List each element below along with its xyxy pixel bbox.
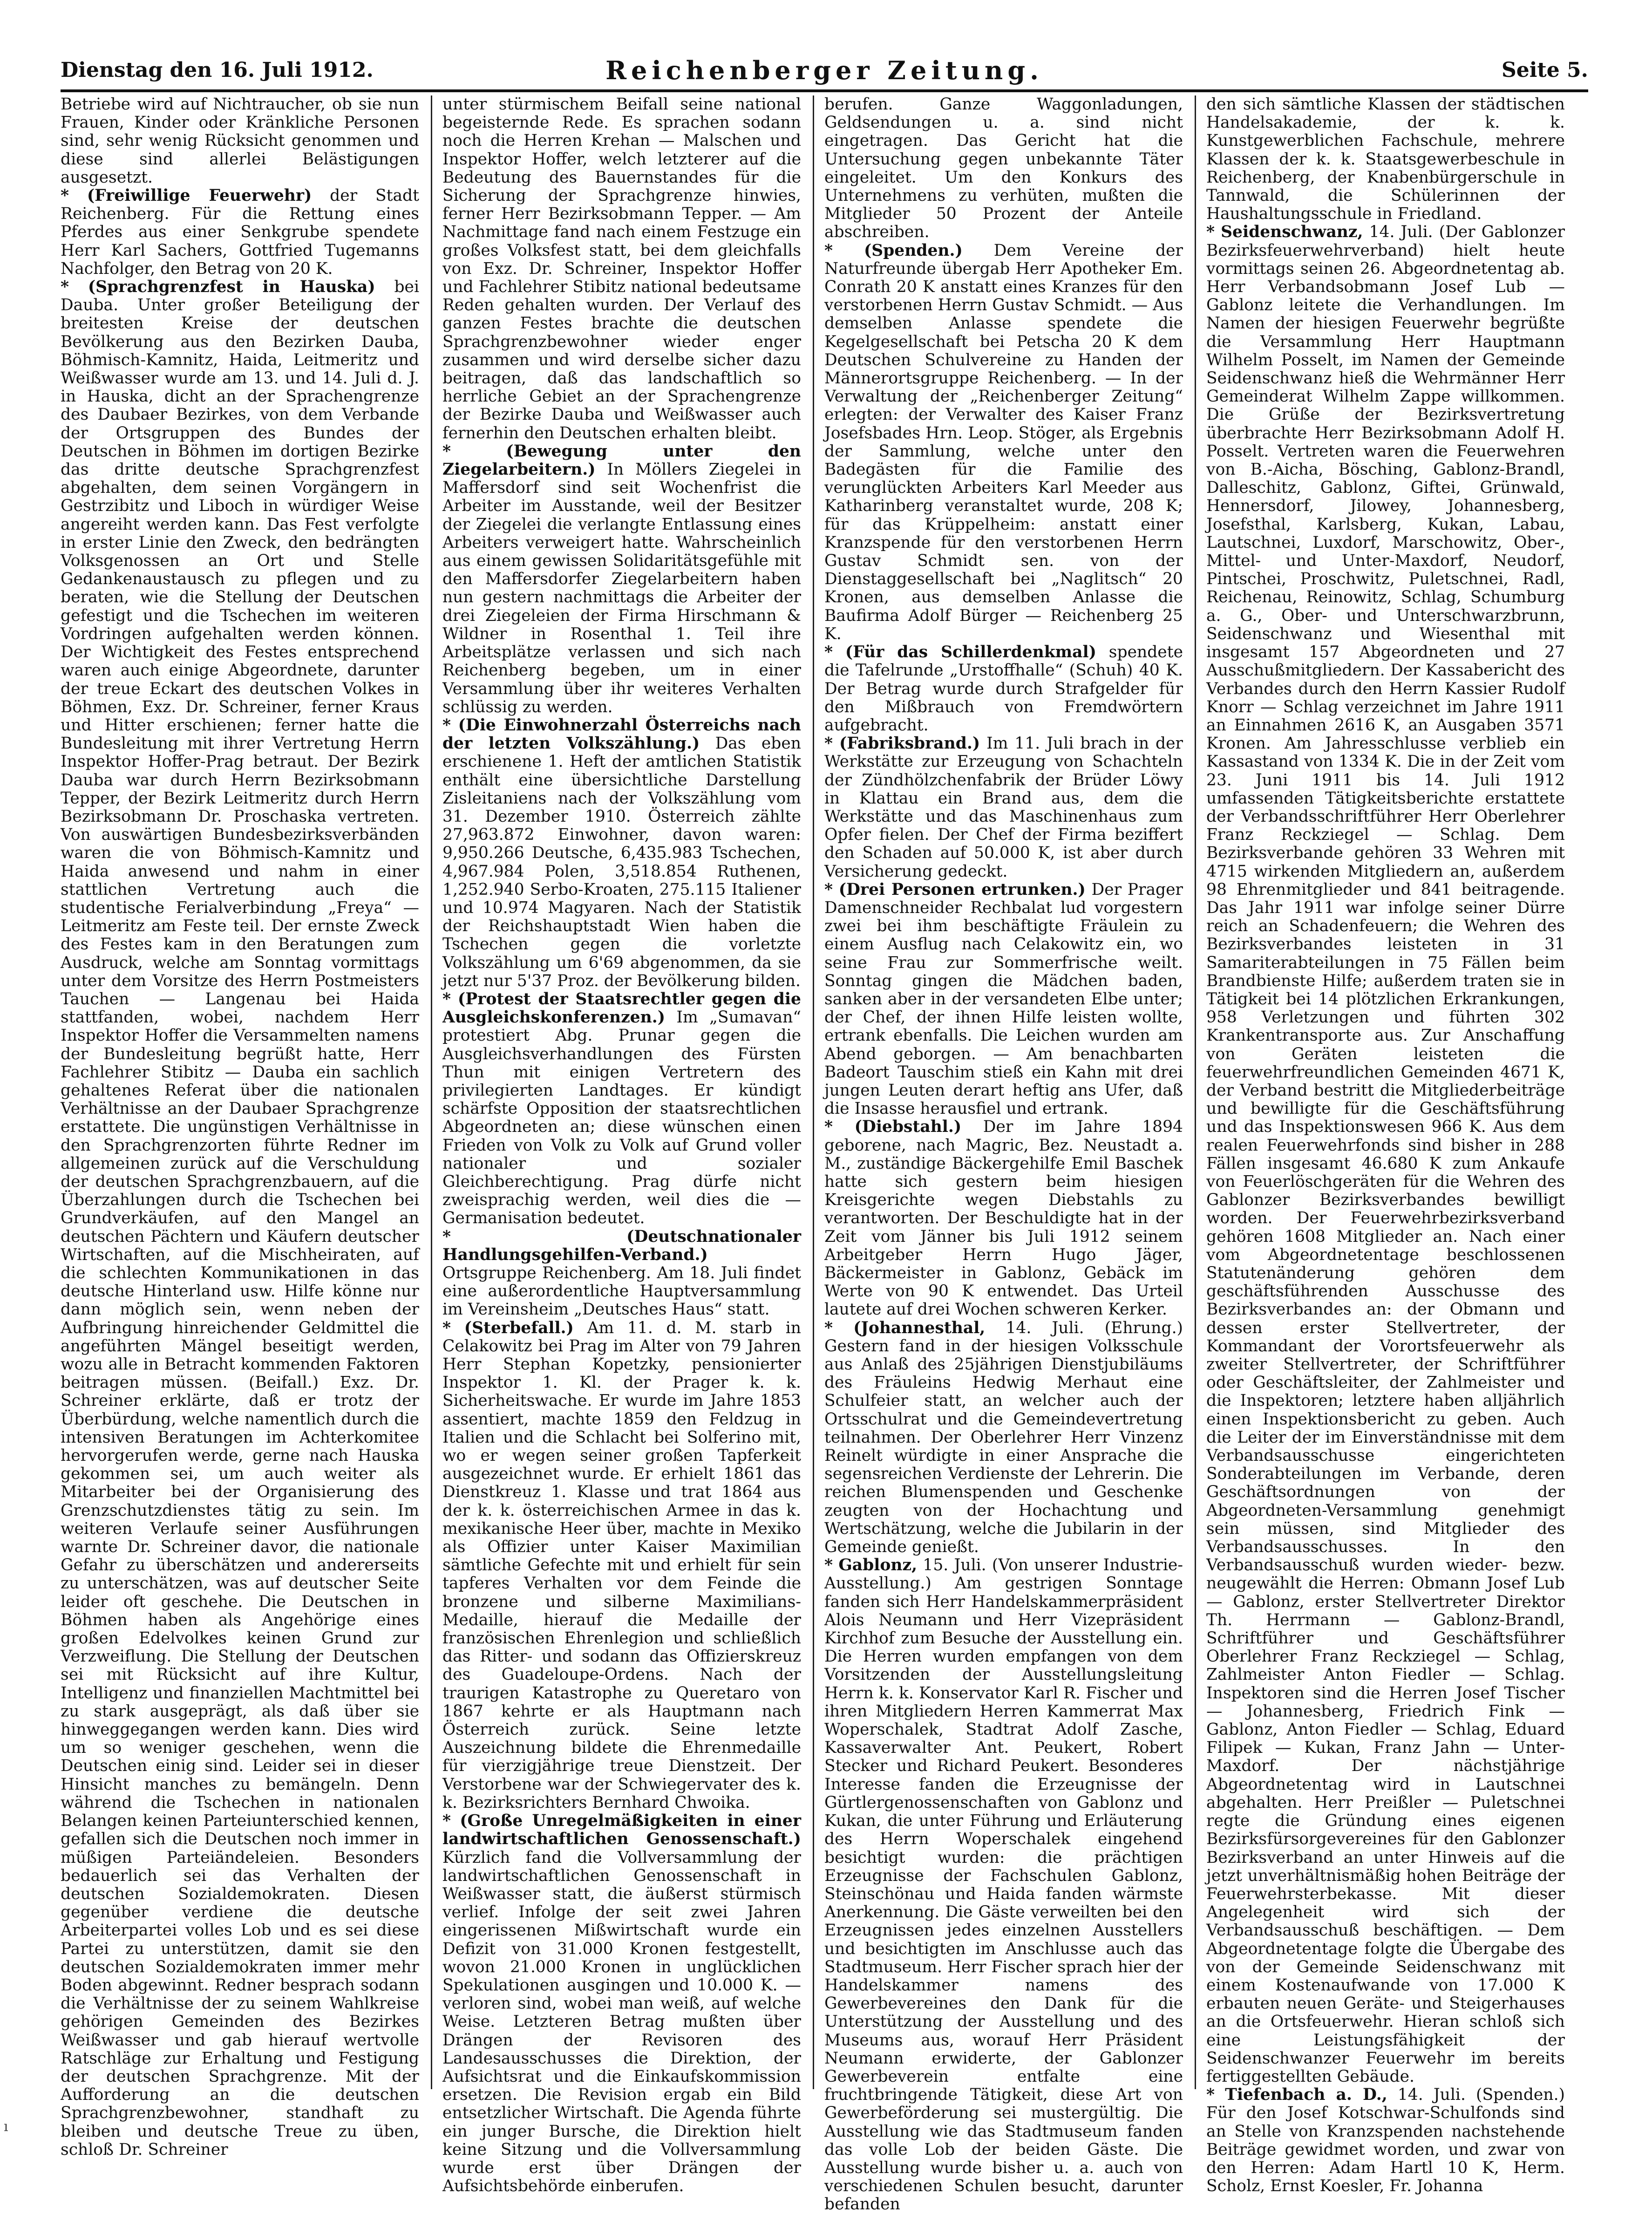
column-4 — [1206, 95, 1565, 2196]
article-body: Im „Sumavan“ protestiert Abg. Prunar gegen die Ausgleichsverhandlungen des Fürsten Thun mit einigen Vertretern des privilegierten Landtages. Er kündigt schärfste Opposition der staatsrechtlichen Abgeordneten an; diese wünschen einen Frieden von Volk zu Volk auf Grund voller nationaler und sozialer Gleichberechtigung. Prag dürfe nicht zweisprachig werden, weil dies die — Germanisation bedeutet. — [442, 1008, 801, 1228]
article-body: 14. Juli. (Ehrung.) Gestern fand in der hiesigen Volksschule aus Anlaß des 25jährigen Dienstjubiläums des Fräuleins Hedwig Merhaut eine Schulfeier statt, an welcher auch der Ortsschulrat und die Gemeindevertretung teilnahmen. Der Oberlehrer Herr Vinzenz Reinelt würdigte in einer Ansprache die segensreichen Verdienste der Lehrerin. Die reichen Blumenspenden und Geschenke zeugten von der Hochachtung und Wertschätzung, welche die Jubilarin in der Gemeinde genießt. — [824, 1318, 1183, 1557]
article-body: Dem Vereine der Naturfreunde übergab Herr Apotheker Em. Conrath 20 K anstatt eines Kranzes für den verstorbenen Herrn Gustav Schmidt. — Aus demselben Anlasse spendete die Kegelgesellschaft bei Petscha 20 K dem Deutschen Schulvereine zu Handen der Männerortsgruppe Reichenberg. — In der Verwaltung der „Reichenberger Zeitung“ erlegten: der Verwalter des Kaiser Franz Josefsbades Hrn. Leop. Stöger, als Ergebnis der Sammlung, welche unter den Badegästen für die Familie des verunglückten Arbeiters Karl Meeder aus Katharinberg veranstaltet wurde, 208 K; für das Krüppelheim: anstatt einer Kranzspende für den verstorbenen Herrn Gustav Schmidt sen. von der Dienstaggesellschaft bei „Naglitsch“ 20 Kronen, aus demselben Anlasse die Baufirma Adolf Bürger — Reichenberg 25 K. — [824, 241, 1183, 643]
article: unter stürmischem Beifall seine national begeisternde Rede. Es sprachen sodann noch die Herren Krehan — Malschen und Inspektor Hoffer, welch letzterer auf die Bedeutung des Bauernstandes für die Sicherung der Sprachgrenze hinwies, ferner Herr Bezirksobmann Tepper. — Am Nachmittage fand nach einem Festzuge ein großes Volksfest statt, bei dem gleichfalls von Exz. Dr. Schreiner, Inspektor Hoffer und Fachlehrer Stibitz national bedeutsame Reden gehalten wurden. Der Verlauf des ganzen Festes brachte die deutschen Sprachgrenzbewohner wieder enger zusammen und wird derselbe sicher dazu beitragen, daß das landschaftlich so herrliche Gebiet an der Sprachengrenze der Bezirke Dauba und Weißwasser auch fernerhin den Deutschen erhalten bleibt. — [442, 95, 801, 443]
article-star: * — [1206, 223, 1215, 242]
header-rule — [61, 89, 1588, 92]
article-body: Ortsgruppe Reichenberg. Am 18. Juli findet eine außerordentliche Hauptversammlung im Vereinsheim „Deutsches Haus“ statt. — [442, 1264, 801, 1319]
article — [824, 643, 1183, 735]
article-star: * — [824, 241, 833, 260]
article — [824, 242, 1183, 643]
column-1 — [61, 95, 420, 2159]
column-divider — [1195, 95, 1196, 2089]
column-3 — [824, 95, 1183, 2214]
article — [442, 990, 801, 1228]
article-body: 14. Juli. (Spenden.) Für den Josef Kotschwar-Schulfonds sind an Stelle von Kranzspenden nachstehende Beiträge gewidmet worden, und zwar von den Herren: Adam Hartl 10 K, Herm. Scholz, Ernst Koesler, Fr. Johanna — [1206, 2085, 1565, 2196]
article-rubric: (Fabriksbrand.) — [839, 734, 980, 753]
article: Betriebe wird auf Nichtraucher, ob sie nun Frauen, Kinder oder Kränkliche Personen sind, sehr wenig Rücksicht genommen und diese sind allerlei Belästigungen ausgesetzt. — [61, 95, 419, 187]
article-star: * — [61, 186, 69, 205]
page-number: Seite 5. — [1501, 58, 1588, 82]
column-divider — [431, 95, 432, 2089]
article-body: bei Dauba. Unter großer Beteiligung der breitesten Kreise der deutschen Bevölkerung aus den Bezirken Dauba, Böhmisch-Kamnitz, Haida, Leitmeritz und Weißwasser wurde am 13. und 14. Juli d. J. in Hauska, dicht an der Sprachengrenze des Daubaer Bezirkes, von dem Verbande der Ortsgruppen des Bundes der Deutschen in Böhmen im dortigen Bezirke das dritte deutsche Sprachgrenzfest abgehalten, dem seinen Vorgängern in Gestrzibitz und Liboch in würdiger Weise angereiht werden kann. Das Fest verfolgte in erster Linie den Zweck, den bedrängten Volksgenossen an Ort und Stelle Gedankenaustausch zu pflegen und zu beraten, wie die Stellung der Deutschen gefestigt und die Tschechen im weiteren Vordringen aufgehalten werden können. Der Wichtigkeit des Festes entsprechend waren auch einige Abgeordnete, darunter der treue Eckart des deutschen Volkes in Böhmen, Exz. Dr. Schreiner, ferner Kraus und Hitter erschienen; ferner hatte die Bundesleitung mit ihrer Vertretung Herrn Inspektor Hoffer-Prag betraut. Der Bezirk Dauba war durch Herrn Bezirksobmann Tepper, der Bezirk Leitmeritz durch Herrn Bezirksobmann Dr. Proschaska vertreten. Von auswärtigen Bundesbezirksverbänden waren die von Böhmisch-Kamnitz und Haida anwesend und nahm in einer stattlichen Vertretung auch die studentische Ferialverbindung „Freya“ — Leitmeritz am Feste teil. Der ernste Zweck des Festes kam in den Beratungen zum Ausdruck, welche am Sonntag vormittags unter dem Vorsitze des Herrn Postmeisters Tauchen — Langenau bei Haida stattfanden, wobei, nachdem Herr Inspektor Hoffer die Versammelten namens der Bundesleitung begrüßt hatte, Herr Fachlehrer Stibitz — Dauba ein sachlich gehaltenes Referat über die nationalen Verhältnisse an der Daubaer Sprachgrenze erstattete. Die ungünstigen Verhältnisse in den Sprachgrenzorten führte Redner im allgemeinen zurück auf die Verschuldung der deutschen Sprachgrenzbauern, auf die Überzahlungen durch die Tschechen bei Grundverkäufen, auf den Mangel an deutschen Pächtern und Käufern deutscher Wirtschaften, auf die Mischheiraten, auf die schlechten Kommunikationen in das deutsche Hinterland usw. Hilfe könne nur dann möglich sein, wenn neben der Aufbringung hinreichender Geldmittel die angeführten Mängel beseitigt werden, wozu alle in Betracht kommenden Faktoren beitragen müssen. (Beifall.) Exz. Dr. Schreiner erklärte, daß er trotz der Überbürdung, welche namentlich durch die intensiven Beratungen im Achterkomitee hervorgerufen werde, gerne nach Hauska gekommen sei, um auch weiter als Mitarbeiter bei der Organisierung des Grenzschutzdienstes tätig zu sein. Im weiteren Verlaufe seiner Ausführungen warnte Dr. Schreiner davor, die nationale Gefahr zu überschätzen und andererseits zu unterschätzen, was auf deutscher Seite leider oft geschehe. Die Deutschen in Böhmen haben als Angehörige eines großen Edelvolkes keinen Grund zur Verzweiflung. Die Stellung der Deutschen sei mit Rücksicht auf ihre Kultur, Intelligenz und finanziellen Machtmittel bei zu stark ausgeprägt, als daß über sie hinweggegangen werden kann. Dies wird um so weniger geschehen, wenn die Deutschen einig sind. Leider sei in dieser Hinsicht manches zu bemängeln. Denn während die Tschechen in nationalen Belangen keinen Parteiunterschied kennen, gefallen sich die Deutschen noch immer in müßigen Parteiändeleien. Besonders bedauerlich sei das Verhalten der deutschen Sozialdemokraten. Diesen gegenüber verdiene die deutsche Arbeiterpartei volles Lob und es sei diese Partei zu unterstützen, damit sie den deutschen Sozialdemokraten immer mehr Boden abgewinnt. Redner besprach sodann die Verhältnisse der zu seinem Wahlkreise gehörigen Gemeinden des Bezirkes Weißwasser und gab hierauf wertvolle Ratschläge zur Erhaltung und Festigung der deutschen Sprachgrenze. Mit der Aufforderung an die deutschen Sprachgrenzbewohner, standhaft zu bleiben und deutsche Treue zu üben, schloß Dr. Schreiner — [61, 278, 420, 2159]
article-body: spendete die Tafelrunde „Urstoffhalle“ (Schuh) 40 K. Der Betrag wurde durch Strafgelder für den Mißbrauch von Fremdwörtern aufgebracht. — [824, 643, 1183, 735]
article-rubric: (Bewegung unter den Ziegelarbeitern.) — [442, 442, 801, 479]
columns — [61, 95, 1588, 2214]
article-rubric: Seidenschwanz, — [1221, 223, 1363, 242]
article-rubric: Gablonz, — [838, 1556, 918, 1575]
article — [824, 1118, 1183, 1319]
article-star: * — [824, 734, 833, 753]
article — [824, 881, 1183, 1118]
article-star: * — [442, 1812, 451, 1831]
article — [442, 1812, 801, 2195]
article-body: In Möllers Ziegelei in Maffersdorf sind seit Wochenfrist die Arbeiter im Ausstande, weil der Besitzer der Ziegelei die verlangte Entlassung eines Arbeiters verweigert hatte. Wahrscheinlich aus einem gewissen Solidaritätsgefühle mit den Maffersdorfer Ziegelarbeitern haben nun gestern nachmittags die Arbeiter der drei Ziegeleien der Firma Hirschmann & Wildner in Rosenthal 1. Teil ihre Arbeitsplätze verlassen und sich nach Reichenberg begeben, um in einer Versammlung über ihr weiteres Verhalten schlüssig zu werden. — [442, 460, 802, 716]
article-rubric: (Drei Personen ertrunken.) — [838, 880, 1086, 899]
article-body: der Stadt Reichenberg. Für die Rettung eines Pferdes aus einer Senkgrube spendete Herr Karl Sachers, Gottfried Tugemanns Nachfolger, den Betrag von 20 K. — [61, 186, 419, 278]
article-star: * — [442, 715, 451, 735]
article-star: * — [824, 643, 833, 662]
article-rubric: (Sterbefall.) — [464, 1318, 574, 1337]
article-body: Am 11. d. M. starb in Celakowitz bei Prag im Alter von 79 Jahren Herr Stephan Kopetzky, pensionierter Inspektor 1. Kl. der Prager k. k. Sicherheitswache. Er wurde im Jahre 1853 assentiert, machte 1859 den Feldzug in Italien und die Schlacht bei Solferino mit, wo er wegen seiner großen Tapferkeit ausgezeichnet wurde. Er erhielt 1861 das Dienstkreuz 1. Klasse und trat 1864 aus der k. k. österreichischen Armee in das k. mexikanische Heer über, machte in Mexiko als Offizier unter Kaiser Maximilian sämtliche Gefechte mit und erhielt für sein tapferes Verhalten vor dem Feinde die bronzene und silberne Maximilians-Medaille, hierauf die Medaille der französischen Ehrenlegion und schließlich das Ritter- und sodann das Offizierskreuz des Guadeloupe-Ordens. Nach der traurigen Katastrophe zu Queretaro von 1867 kehrte er als Hauptmann nach Österreich zurück. Seine letzte Auszeichnung bildete die Ehrenmedaille für vierzigjährige treue Dienstzeit. Der Verstorbene war der Schwiegervater des k. k. Bezirksrichters Bernhard Chwoika. — [442, 1318, 801, 1812]
article — [824, 735, 1183, 881]
article-body: Der im Jahre 1894 geborene, nach Magric, Bez. Neustadt a. M., zuständige Bäckergehilfe Emil Baschek hatte sich gestern beim hiesigen Kreisgerichte wegen Diebstahls zu verantworten. Der Beschuldigte hat in der Zeit vom Jänner bis Juli 1912 seinem Arbeitgeber Herrn Hugo Jäger, Bäckermeister in Gablonz, Gebäck im Werte von 90 K entwendet. Das Urteil lautete auf drei Wochen schweren Kerker. — [824, 1117, 1183, 1319]
article-rubric: (Große Unregelmäßigkeiten in einer landwirtschaftlichen Genossenschaft.) — [442, 1812, 802, 1849]
article: den sich sämtliche Klassen der städtischen Handelsakademie, der k. k. Kunstgewerblichen Fachschule, mehrere Klassen der k. k. Staatsgewerbeschule in Reichenberg, der Knabenbürgerschule in Tannwald, die Schülerinnen der Haushaltungsschule in Friedland. — [1206, 95, 1565, 224]
article-star: * — [61, 278, 69, 297]
article-star: * — [442, 1227, 451, 1246]
margin-mark: ı — [4, 2119, 8, 2135]
article — [824, 1319, 1183, 1557]
article-body: Im 11. Juli brach in der Werkstätte zur Erzeugung von Schachteln der Zündhölzchenfabrik der Brüder Löwy in Klattau ein Brand aus, dem die Werkstätte und das Maschinenhaus zum Opfer fielen. Der Chef der Firma beziffert den Schaden auf 50.000 K, ist aber durch Versicherung gedeckt. — [824, 734, 1183, 881]
article — [442, 1319, 801, 1812]
article — [442, 1228, 801, 1319]
article-star: * — [824, 880, 833, 899]
article-star: * — [824, 1556, 833, 1575]
article-rubric: (Freiwillige Feuerwehr) — [87, 186, 312, 205]
article — [442, 716, 801, 990]
article-star: * — [824, 1117, 833, 1137]
article — [61, 278, 419, 2159]
article-body: Kürzlich fand die Vollversammlung der landwirtschaftlichen Genossenschaft in Weißwasser statt, die äußerst stürmisch verlief. Infolge der seit zwei Jahren eingerissenen Mißwirtschaft wurde ein Defizit von 31.000 Kronen festgestellt, wovon 21.000 Kronen in unglücklichen Spekulationen ausgingen und 10.000 K. — verloren sind, wobei man weiß, auf welche Weise. Letzteren Betrag mußten über Drängen der Revisoren des Landesausschusses die Direktion, der Aufsichtsrat und die Einkaufskommission ersetzen. Die Revision ergab ein Bild entsetzlicher Wirtschaft. Die Agenda führte ein junger Bursche, die Direktion hielt keine Sitzung und die Vollversammlung wurde erst über Drängen der Aufsichtsbehörde einberufen. — [442, 1848, 801, 2196]
column-divider — [813, 95, 814, 2089]
header-date: Dienstag den 16. Juli 1912. — [61, 58, 374, 82]
article-rubric: Tiefenbach a. D., — [1225, 2085, 1387, 2105]
article-rubric: (Deutschnationaler Handlungsgehilfen-Verband.) — [442, 1227, 801, 1264]
article — [61, 187, 419, 278]
article-star: * — [442, 1318, 451, 1337]
article-star: * — [442, 442, 451, 461]
article-rubric: (Protest der Staatsrechtler gegen die Ausgleichskonferenzen.) — [442, 989, 801, 1027]
newspaper-title: Reichenberger Zeitung. — [605, 55, 1043, 85]
article-star: * — [824, 1318, 833, 1337]
article-star: * — [1206, 2085, 1215, 2105]
article-rubric: (Diebstahl.) — [854, 1117, 962, 1137]
column-2 — [442, 95, 802, 2196]
article-star: * — [442, 989, 451, 1008]
article-rubric: (Die Einwohnerzahl Österreichs nach der letzten Volkszählung.) — [442, 715, 802, 753]
article — [1206, 2086, 1565, 2195]
article-body: Der Prager Damenschneider Rechbalat lud vorgestern zwei bei ihm beschäftigte Fräulein zu einem Ausflug nach Celakowitz ein, wo seine Frau zur Sommerfrische weilt. Sonntag gingen die Mädchen baden, sanken aber in der versandeten Elbe unter; der Chef, der ihnen Hilfe leisten wollte, ertrank ebenfalls. Die Leichen wurden am Abend geborgen. — Am benachbarten Badeort Tauschim stieß ein Kahn mit drei jungen Leuten derart heftig ans Ufer, daß die Insasse herausfiel und ertrank. — [824, 880, 1183, 1118]
article — [824, 1556, 1183, 2214]
article-rubric: (Sprachgrenzfest in Hauska) — [88, 278, 375, 297]
article — [1206, 223, 1565, 2086]
newspaper-page — [9, 9, 1643, 2214]
article-rubric: (Johannesthal, — [853, 1318, 986, 1337]
article-body: Das eben erschienene 1. Heft der amtlichen Statistik enthält eine übersichtliche Darstellung Zisleitaniens nach der Volkszählung vom 31. Dezember 1910. Österreich zählte 27,963.872 Einwohner, davon waren: 9,950.266 Deutsche, 6,435.983 Tschechen, 4,967.984 Polen, 3,518.854 Ruthenen, 1,252.940 Serbo-Kroaten, 275.115 Italiener und 10.974 Magyaren. Nach der Statistik der Reichshauptstadt Wien haben die Tschechen gegen die vorletzte Volkszählung um 6'69 abgenommen, da sie jetzt nur 5'37 Proz. der Bevölkerung bilden. — [442, 734, 801, 990]
article-body: 15. Juli. (Von unserer Industrie-Ausstellung.) Am gestrigen Sonntage fanden sich Herr Handelskammerpräsident Alois Neumann und Herr Vizepräsident Kirchhof zum Besuche der Ausstellung ein. Die Herren wurden empfangen von dem Vorsitzenden der Ausstellungsleitung Herrn k. k. Konservator Karl R. Fischer und ihren Mitgliedern Herren Kammerrat Max Woperschalek, Stadtrat Adolf Zasche, Kassaverwalter Ant. Peukert, Robert Stecker und Richard Peukert. Besonderes Interesse fanden die Erzeugnisse der Gürtlergenossenschaften von Gablonz und Kukan, die unter Führung und Erläuterung des Herrn Woperschalek eingehend besichtigt wurden: die prächtigen Erzeugnisse der Fachschulen Gablonz, Steinschönau und Haida fanden wärmste Anerkennung. Die Gäste verweilten bei den Erzeugnissen jedes einzelnen Ausstellers und besichtigten im Anschlusse auch das Stadtmuseum. Herr Fischer sprach hier der Handelskammer namens des Gewerbevereines den Dank für die Unterstützung der Ausstellung und des Museums aus, worauf Herr Präsident Neumann erwiderte, der Gablonzer Gewerbeverein entfalte eine fruchtbringende Tätigkeit, diese Art von Gewerbeförderung sei mustergültig. Die Ausstellung wie das Stadtmuseum fanden das volle Lob der beiden Gäste. Die Ausstellung wurde bisher u. a. auch von verschiedenen Schulen besucht, darunter befanden — [824, 1556, 1183, 2214]
article — [442, 443, 801, 716]
article-rubric: (Spenden.) — [863, 241, 963, 260]
article: berufen. Ganze Waggonladungen, Geldsendungen u. a. sind nicht eingetragen. Das Gericht hat die Untersuchung gegen unbekannte Täter eingeleitet. Um den Konkurs des Unternehmens zu verhüten, mußten die Mitglieder 50 Prozent der Anteile abschreiben. — [824, 95, 1183, 242]
article-rubric: (Für das Schillerdenkmal) — [845, 643, 1096, 662]
article-body: 14. Juli. (Der Gablonzer Bezirksfeuerwehrverband) hielt heute vormittags seinen 26. Abgeordnetentag ab. Herr Verbandsobmann Josef Lub — Gablonz leitete die Verhandlungen. Im Namen der hiesigen Feuerwehr begrüßte die Versammlung Herr Hauptmann Wilhelm Posselt, im Namen der Gemeinde Seidenschwanz hieß die Wehrmänner Herr Gemeinderat Wilhelm Zappe willkommen. Die Grüße der Bezirksvertretung überbrachte Herr Bezirksobmann Adolf H. Posselt. Vertreten waren die Feuerwehren von B.-Aicha, Bösching, Gablonz-Brandl, Dalleschitz, Gablonz, Giftei, Grünwald, Hennersdorf, Jilowey, Johannesberg, Josefsthal, Karlsberg, Kukan, Labau, Lautschnei, Luxdorf, Marschowitz, Ober-, Mittel- und Unter-Maxdorf, Neudorf, Pintschei, Proschwitz, Puletschnei, Radl, Reichenau, Reinowitz, Schlag, Schumburg a. G., Ober- und Unterschwarzbrunn, Seidenschwanz und Wiesenthal mit insgesamt 157 Abgeordneten und 27 Ausschußmitgliedern. Der Kassabericht des Verbandes durch den Herrn Kassier Rudolf Knorr — Schlag verzeichnet im Jahre 1911 an Einnahmen 2616 K, an Ausgaben 3571 Kronen. Am Jahresschlusse verblieb ein Kassastand von 1334 K. Die in der Zeit vom 23. Juni 1911 bis 14. Juli 1912 umfassenden Tätigkeitsberichte erstattete der Verbandsschriftführer Herr Oberlehrer Franz Reckziegel — Schlag. Dem Bezirksverbande gehören 33 Wehren mit 4715 wirkenden Mitgliedern an, außerdem 98 Ehrenmitglieder und 841 beitragende. Das Jahr 1911 war infolge seiner Dürre reich an Schadenfeuern; die Wehren des Bezirksverbandes leisteten in 31 Samariterabteilungen in 75 Fällen beim Brandbienste Hilfe; außerdem traten sie in Tätigkeit bei 14 plötzlichen Erkrankungen, 958 Verletzungen und führten 302 Krankentransporte aus. Zur Anschaffung von Geräten leisteten die feuerwehrfreundlichen Gemeinden 4671 K, der Verband bestritt die Mitgliederbeiträge und bewilligte für die Geschäftsführung und das Inspektionswesen 966 K. Aus dem realen Feuerwehrfonds sind bisher in 288 Fällen insgesamt 46.680 K zum Ankaufe von Feuerlöschgeräten für die Wehren des Gablonzer Bezirksverbandes bewilligt worden. Der Feuerwehrbezirksverband gehören 1608 Mitglieder an. Nach einer vom Abgeordnetentage beschlossenen Statutenänderung gehören dem geschäftsführenden Ausschusse des Bezirksverbandes an: der Obmann und dessen erster Stellvertreter, der Kommandant der Vorortsfeuerwehr als zweiter Stellvertreter, der Schriftführer oder Geschäftsleiter, der Zahlmeister und die Inspektoren; letztere haben alljährlich einen Inspektionsbericht zu geben. Auch die Leiter der im Einverständnisse mit dem Verbandsausschusse eingerichteten Sonderabteilungen im Verbande, deren Geschäftsordnungen von der Abgeordneten-Versammlung genehmigt sein müssen, sind Mitglieder des Verbandsausschusses. In den Verbandsausschuß wurden wieder- bezw. neugewählt die Herren: Obmann Josef Lub — Gablonz, erster Stellvertreter Direktor Th. Herrmann — Gablonz-Brandl, Schriftführer und Geschäftsführer Oberlehrer Franz Reckziegel — Schlag, Zahlmeister Anton Fiedler — Schlag. Inspektoren sind die Herren Josef Tischer — Johannesberg, Friedrich Fink — Gablonz, Anton Fiedler — Schlag, Eduard Filipek — Kukan, Franz Jahn — Unter-Maxdorf. Der nächstjährige Abgeordnetentag wird in Lautschnei abgehalten. Herr Preißler — Puletschnei regte die Gründung eines eigenen Bezirksfürsorgevereines für den Gablonzer Bezirksverband an unter Hinweis auf die jetzt unverhältnismäßig hohen Beiträge der Feuerwehrsterbekasse. Mit dieser Angelegenheit wird sich der Verbandsausschuß beschäftigen. — Dem Abgeordnetentage folgte die Übergabe des von der Gemeinde Seidenschwanz mit einem Kostenaufwande von 17.000 K erbauten neuen Geräte- und Steigerhauses an die Ortsfeuerwehr. Hieran schloß sich eine Leistungsfähigkeit der Seidenschwanzer Feuerwehr im bereits fertiggestellten Gebäude. — [1206, 223, 1565, 2086]
